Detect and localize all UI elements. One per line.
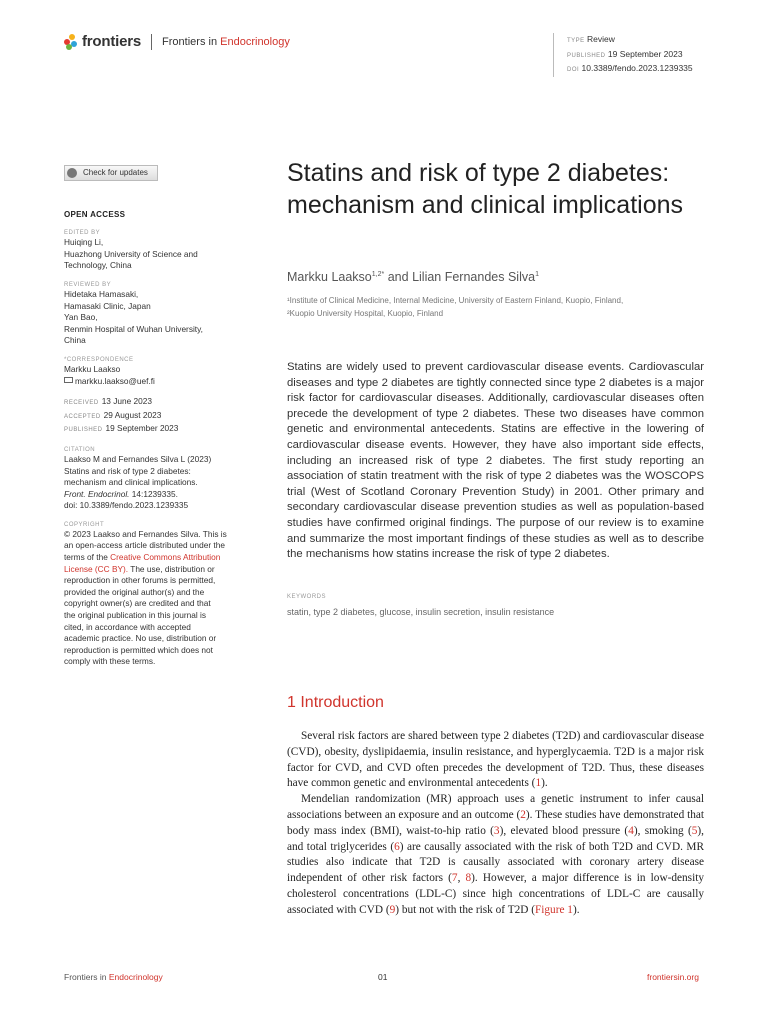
brand-name: frontiers — [82, 33, 142, 50]
article-title: Statins and risk of type 2 diabetes: mechanism and clinical implications — [287, 159, 683, 219]
doi-link[interactable]: 10.3389/fendo.2023.1239335 — [581, 63, 693, 73]
introduction-body — [287, 729, 704, 919]
correspondence: Markku Laakso markku.laakso@uef.fi — [64, 363, 155, 386]
section-heading-introduction: 1 Introduction — [287, 694, 384, 711]
affiliations: ¹Institute of Clinical Medicine, Internal Medicine, University of Eastern Finland, Kuopio, Finland, ²Kuopio University Hospital, Kuopio, Finland — [287, 296, 624, 318]
page-number: 01 — [378, 972, 388, 982]
article-type: Review — [587, 34, 615, 44]
footer-journal[interactable]: Frontiers in Endocrinology — [64, 972, 163, 982]
paragraph: Several risk factors are shared between type 2 diabetes (T2D) and cardiovascular disease (CVD), obesity, dyslipidaemia, insulin resistance, and hyperglycaemia. T2D is a major risk factor for CVD, and CVD often precedes the development of T2D. Thus, these diseases have common genetic and environmental antecedents (1). — [287, 730, 704, 790]
edited-by: Huiqing Li, Huazhong University of Science and Technology, China — [64, 237, 198, 271]
reference-link[interactable]: 2 — [520, 808, 526, 821]
mail-icon — [64, 377, 73, 383]
paragraph: Mendelian randomization (MR) approach uses a genetic instrument to infer causal associations between an exposure and an outcome (2). These studies have demonstrated that body mass index (BMI), waist-to-hip ratio (3), elevated blood pressure (4), smoking (5), and total triglycerides (6) are causally associated with the risk of both T2D and CVD. MR studies also indicate that T2D is causally associated with coronary artery disease independent of other risk factors (7, 8). However, a major difference is in low-density cholesterol concentrations (LDL-C) since high concentrations of LDL-C are causally associated with CVD (9) but not with the risk of T2D (Figure 1). — [287, 793, 705, 916]
dates: RECEIVED 13 June 2023 ACCEPTED 29 August 2023 PUBLISHED 19 September 2023 — [64, 396, 179, 434]
email-link[interactable]: markku.laakso@uef.fi — [75, 375, 155, 386]
reviewed-by: Hidetaka Hamasaki, Hamasaki Clinic, Japan Yan Bao, Renmin Hospital of Wuhan University, China — [64, 288, 203, 346]
license-link[interactable]: Creative Commons Attribution — [110, 552, 221, 563]
copyright: © 2023 Laakso and Fernandes Silva. This is an open-access article distributed under the terms of the Creative Commons Attribution License (CC BY). The use, distribution or reproduction in other forums is permitted, provided the original author(s) and the copyright owner(s) are credited and that the original publication in this journal is cited, in accordance with accepted academic practice. No use, distribution or reproduction is permitted which does not comply with these terms. — [64, 528, 227, 667]
footer-site-link[interactable]: frontiersin.org — [647, 972, 699, 982]
figure-link[interactable]: Figure 1 — [534, 903, 573, 916]
article-meta: TYPE Review PUBLISHED 19 September 2023 DOI 10.3389/fendo.2023.1239335 — [553, 33, 693, 77]
reference-link[interactable]: 6 — [394, 840, 400, 853]
frontiers-logo[interactable] — [64, 33, 290, 50]
author-link[interactable]: Lilian Fernandes Silva — [412, 270, 536, 284]
citation: Laakso M and Fernandes Silva L (2023) Statins and risk of type 2 diabetes: mechanism and clinical implications. Front. Endocrinol. 14:1239335. doi: 10.3389/fendo.2023.1239335 — [64, 453, 212, 511]
open-access-label: OPEN ACCESS — [64, 209, 126, 219]
reference-link[interactable]: 3 — [493, 824, 500, 837]
reference-link[interactable]: 7 — [451, 872, 458, 885]
check-updates-icon — [67, 168, 77, 178]
article-sidebar: Check for updates OPEN ACCESS EDITED BY Huiqing Li, Huazhong University of Science and Technology, China REVIEWED BY Hidetaka Hamasaki, Hamasaki Clinic, Japan Yan Bao, Renmin Hospital of Wuhan University, China *CORRESPONDENCE Markku Laakso markku.laakso@uef.fi RECEIVED 13 June 2023 ACCEPTED 29 August 2023 PUBLISHED 19 September 2023 CITATION Laakso M and Fernandes Silva L (2023) Statins and risk of type 2 diabetes: mechanism and clinical implications. Front. Endocrinol. 14:1239335. doi: 10.3389/fendo.2023.1239335 COPYRIGHT © 2023 Laakso and Fernandes Silva. This is an open-access article distributed under the terms of the Creative Commons Attribution License (CC BY). The use, distribution or reproduction in other forums is permitted, provided the original author(s) and the copyright owner(s) are credited and that the original publication in this journal is cited, in accordance with accepted academic practice. No use, distribution or reproduction is permitted which does not comply with these terms. — [64, 165, 249, 668]
reference-link[interactable]: 1 — [535, 777, 542, 790]
reference-link[interactable]: 4 — [628, 824, 634, 837]
keywords: statin, type 2 diabetes, glucose, insulin secretion, insulin resistance — [287, 607, 555, 617]
keywords-label: KEYWORDS — [287, 594, 327, 600]
frontiers-logo-icon — [64, 34, 78, 50]
reference-link[interactable]: 8 — [465, 872, 472, 885]
logo-divider — [151, 34, 152, 50]
published-date: 19 September 2023 — [607, 48, 683, 59]
author-link[interactable]: Markku Laakso — [287, 270, 372, 284]
authors: Markku Laakso$^{1,2*}$ and Lilian Fernandes Silva$^1$ — [287, 270, 539, 284]
reference-link[interactable]: 9 — [389, 903, 396, 916]
license-link-cont[interactable]: License (CC BY). — [64, 563, 129, 574]
check-for-updates-button[interactable]: Check for updates — [64, 165, 158, 181]
journal-name[interactable]: Frontiers in Endocrinology — [162, 35, 290, 48]
reference-link[interactable]: 5 — [691, 824, 698, 837]
abstract: Statins are widely used to prevent cardiovascular disease events. Cardiovascular diseases and type 2 diabetes are tightly connected since type 2 diabetes is a major risk factor for cardiovascular diseases. Additionally, cardiovascular diseases often precede the development of type 2 diabetes. These two diseases have common genetic and environmental antecedents. Statins are effective in the lowering of cardiovascular disease events. However, they have also important side effects, including an increased risk of type 2 diabetes. The first study reporting an association of statin treatment with the risk of type 2 diabetes was the WOSCOPS trial (West of Scotland Coronary Prevention Study) in 2001. Other primary and secondary cardiovascular disease prevention studies as well as population-based studies have confirmed original findings. The purpose of our review is to examine and summarize the most important findings of these studies as well as to describe the mechanisms how statins increase the risk of type 2 diabetes. — [287, 361, 704, 561]
